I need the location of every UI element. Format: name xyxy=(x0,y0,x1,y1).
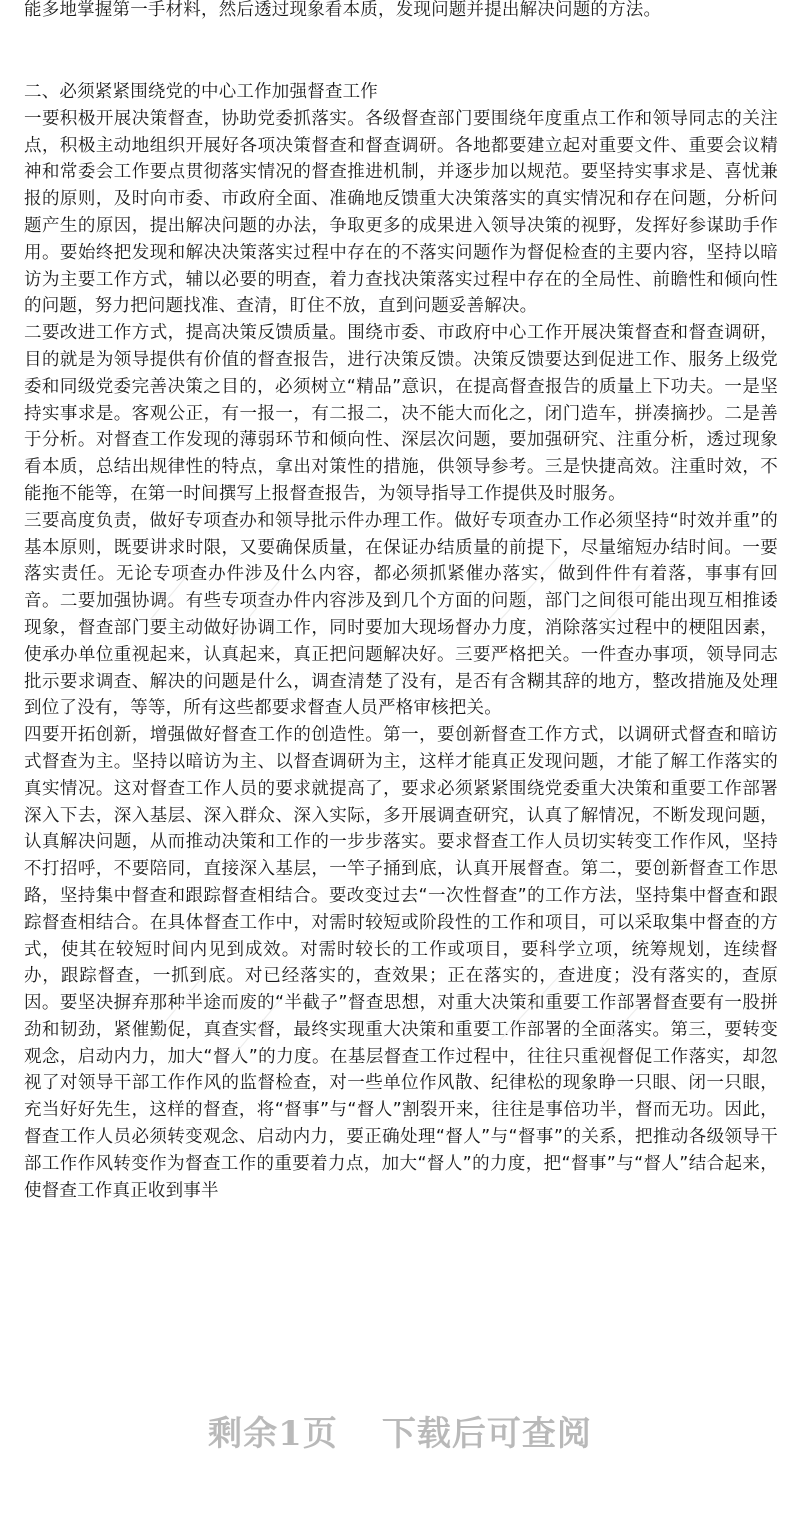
intro-tail-text xyxy=(24,0,778,24)
body-paragraph: 三要高度负责，做好专项查办和领导批示件办理工作。做好专项查办工作必须坚持“时效并重”的基本原则，既要讲求时限，又要确保质量，在保证办结质量的前提下，尽量缩短办结时间。一要落实责任。无论专项查办件涉及什么内容，都必须抓紧催办落实，做到件件有着落，事事有回音。二要加强协调。有些专项查办件内容涉及到几个方面的问题，部门之间很可能出现互相推诿现象，督查部门要主动做好协调工作，同时要加大现场督办力度，消除落实过程中的梗阻因素，使承办单位重视起来，认真起来，真正把问题解决好。三要严格把关。一件查办事项，领导同志批示要求调查、解决的问题是什么，调查清楚了没有，是否有含糊其辞的地方，整改措施及处理到位了没有，等等，所有这些都要求督查人员严格审核把关。 xyxy=(24,510,778,719)
body-paragraph: 二要改进工作方式，提高决策反馈质量。围绕市委、市政府中心工作开展决策督查和督查调研，目的就是为领导提供有价值的督查报告，进行决策反馈。决策反馈要达到促进工作、服务上级党委和同级党委完善决策之目的，必须树立“精品”意识，在提高督查报告的质量上下功夫。一是坚持实事求是。客观公正，有一报一，有二报二，决不能大而化之，闭门造车，拼凑摘抄。二是善于分析。对督查工作发现的薄弱环节和倾向性、深层次问题，要加强研究、注重分析，透过现象看本质，总结出规律性的特点，拿出对策性的措施，供领导参考。三是快捷高效。注重时效，不能拖不能等，在第一时间撰写上报督查报告，为领导指导工作提供及时服务。 xyxy=(24,323,778,504)
section-heading: 二、必须紧紧围绕党的中心工作加强督查工作 xyxy=(24,82,378,102)
body-paragraph: 一要积极开展决策督查，协助党委抓落实。各级督查部门要围绕年度重点工作和领导同志的关注点，积极主动地组织开展好各项决策督查和督查调研。各地都要建立起对重要文件、重要会议精神和常委会工作要点贯彻落实情况的督查推进机制，并逐步加以规范。要坚持实事求是、喜忧兼报的原则，及时向市委、市政府全面、准确地反馈重大决策落实的真实情况和存在问题，分析问题产生的原因，提出解决问题的办法，争取更多的成果进入领导决策的视野，发挥好参谋助手作用。要始终把发现和解决决策落实过程中存在的不落实问题作为督促检查的主要内容，坚持以暗访为主要工作方式，辅以必要的明查，着力查找决策落实过程中存在的全局性、前瞻性和倾向性的问题，努力把问题找准、查清，盯住不放，直到问题妥善解决。 xyxy=(24,108,778,317)
remaining-pages-bar xyxy=(0,1390,800,1470)
document-body xyxy=(24,79,778,1204)
remaining-pages-label[interactable]: 剩余1页 xyxy=(208,1413,338,1454)
body-paragraph: 四要开拓创新，增强做好督查工作的创造性。第一，要创新督查工作方式，以调研式督查和暗访式督查为主。坚持以暗访为主、以督查调研为主，这样才能真正发现问题，才能了解工作落实的真实情况。这对督查工作人员的要求就提高了，要求必须紧紧围绕党委重大决策和重要工作部署深入下去，深入基层、深入群众、深入实际，多开展调查研究，认真了解情况，不断发现问题，认真解决问题，从而推动决策和工作的一步步落实。要求督查工作人员切实转变工作作风，坚持不打招呼，不要陪同，直接深入基层，一竿子捅到底，认真开展督查。第二，要创新督查工作思路，坚持集中督查和跟踪督查相结合。要改变过去“一次性督查”的工作方法，坚持集中督查和跟踪督查相结合。在具体督查工作中，对需时较短或阶段性的工作和项目，可以采取集中督查的方式，使其在较短时间内见到成效。对需时较长的工作或项目，要科学立项，统筹规划，连续督办，跟踪督查，一抓到底。对已经落实的，查效果；正在落实的，查进度；没有落实的，查原因。要坚决摒弃那种半途而废的“半截子”督查思想，对重大决策和重要工作部署督查要有一股拼劲和韧劲，紧催勤促，真查实督，最终实现重大决策和重要工作部署的全面落实。第三，要转变观念，启动内力，加大“督人”的力度。在基层督查工作过程中，往往只重视督促工作落实，却忽视了对领导干部工作作风的监督检查，对一些单位作风散、纪律松的现象睁一只眼、闭一只眼，充当好好先生，这样的督查，将“督事”与“督人”割裂开来，往往是事倍功半，督而无功。因此，督查工作人员必须转变观念、启动内力，要正确处理“督人”与“督事”的关系，把推动各级领导干部工作作风转变作为督查工作的重要着力点，加大“督人”的力度，把“督事”与“督人”结合起来，使督查工作真正收到事半 xyxy=(24,725,778,1201)
intro-tail-paragraph: 能多地掌握第一手材料，然后透过现象看本质，发现问题并提出解决问题的方法。 xyxy=(24,0,662,20)
download-to-view-link[interactable]: 下载后可查阅 xyxy=(381,1413,592,1454)
